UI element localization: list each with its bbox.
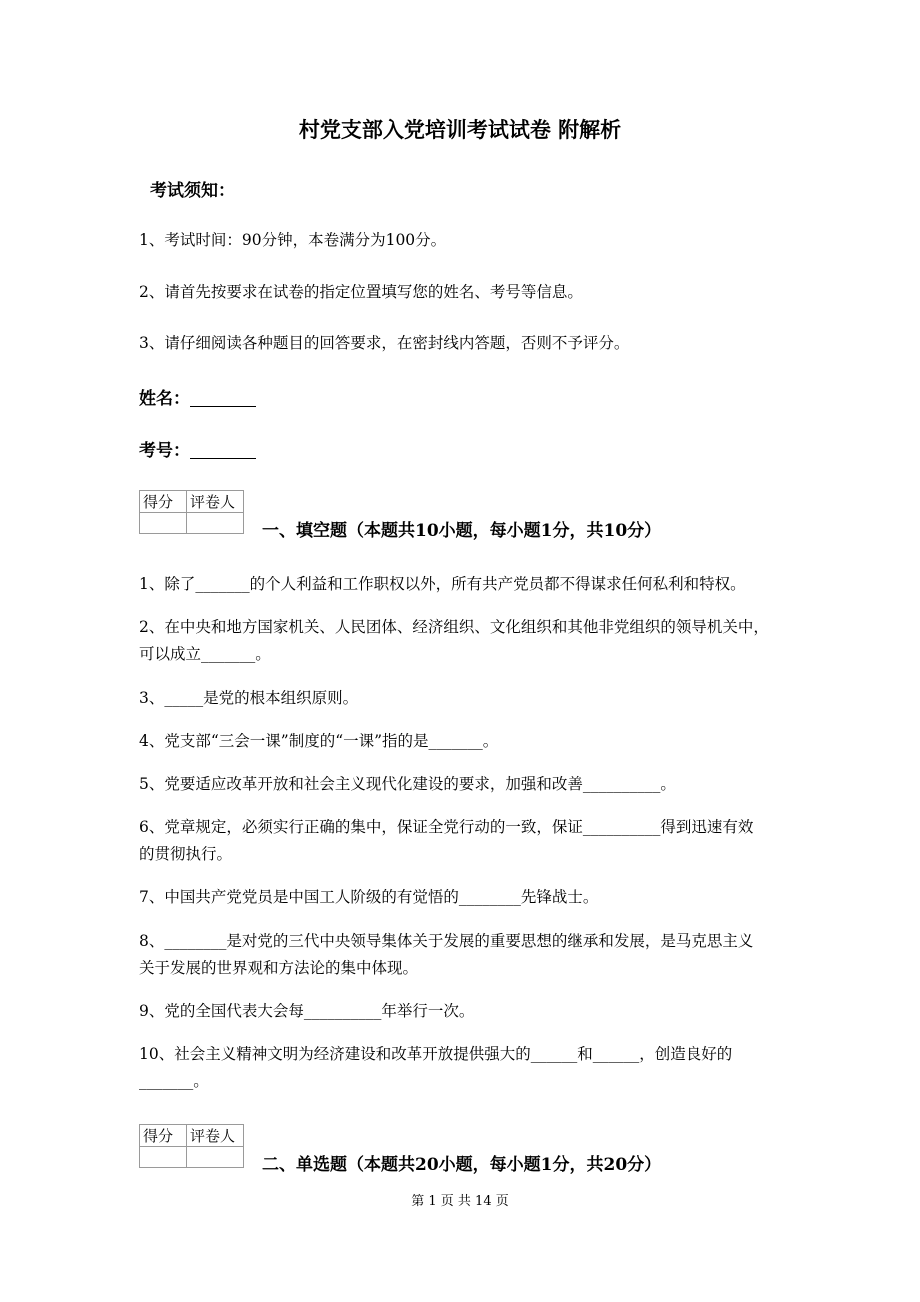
question-line: 7、中国共产党党员是中国工人阶级的有觉悟的________先锋战士。 [139,888,599,906]
question-line: 8、________是对党的三代中央领导集体关于发展的重要思想的继承和发展，是马克思主义 [139,932,754,950]
exam-id-blank[interactable] [190,440,256,459]
name-label: 姓名： [139,389,190,409]
section-heading-fill-blank: 一、填空题（本题共10小题，每小题1分，共10分） [262,521,662,541]
question-line: 关于发展的世界观和方法论的集中体现。 [139,959,419,977]
name-blank[interactable] [190,388,256,407]
score-header: 得分 [140,1125,187,1147]
section-heading-single-choice: 二、单选题（本题共20小题，每小题1分，共20分） [262,1155,662,1175]
score-header: 得分 [140,491,187,513]
question-line: 4、党支部“三会一课”制度的“一课”指的是_______。 [139,732,499,750]
score-box [139,1124,244,1168]
question-line: 的贯彻执行。 [139,845,233,863]
notice-item: 1、考试时间：90分钟，本卷满分为100分。 [139,231,447,249]
notice-item: 3、请仔细阅读各种题目的回答要求，在密封线内答题，否则不予评分。 [139,334,630,352]
question-line: 1、除了_______的个人利益和工作职权以外，所有共产党员都不得谋求任何私利和特权。 [139,575,746,593]
score-cell[interactable] [140,513,187,534]
exam-id-label: 考号： [139,441,190,461]
page-footer: 第 1 页 共 14 页 [411,1194,509,1209]
grader-header: 评卷人 [187,1125,244,1147]
grader-cell[interactable] [187,513,244,534]
name-field[interactable] [139,384,256,409]
question-line: 9、党的全国代表大会每__________年举行一次。 [139,1002,475,1020]
notice-item: 2、请首先按要求在试卷的指定位置填写您的姓名、考号等信息。 [139,283,583,301]
exam-title: 村党支部入党培训考试试卷 附解析 [298,117,622,142]
question-line: 3、_____是党的根本组织原则。 [139,689,359,707]
question-line: 10、社会主义精神文明为经济建设和改革开放提供强大的______和______，创造良好的 [139,1045,733,1063]
notice-heading: 考试须知： [150,181,235,201]
question-line: 5、党要适应改革开放和社会主义现代化建设的要求，加强和改善__________。 [139,775,676,793]
question-line: 2、在中央和地方国家机关、人民团体、经济组织、文化组织和其他非党组织的领导机关中， [139,618,769,636]
score-cell[interactable] [140,1147,187,1168]
grader-cell[interactable] [187,1147,244,1168]
question-line: _______。 [139,1072,209,1090]
score-box [139,490,244,534]
grader-header: 评卷人 [187,491,244,513]
question-line: 6、党章规定，必须实行正确的集中，保证全党行动的一致，保证__________得到迅速有效 [139,818,754,836]
exam-id-field[interactable] [139,436,256,461]
question-line: 可以成立_______。 [139,645,271,663]
